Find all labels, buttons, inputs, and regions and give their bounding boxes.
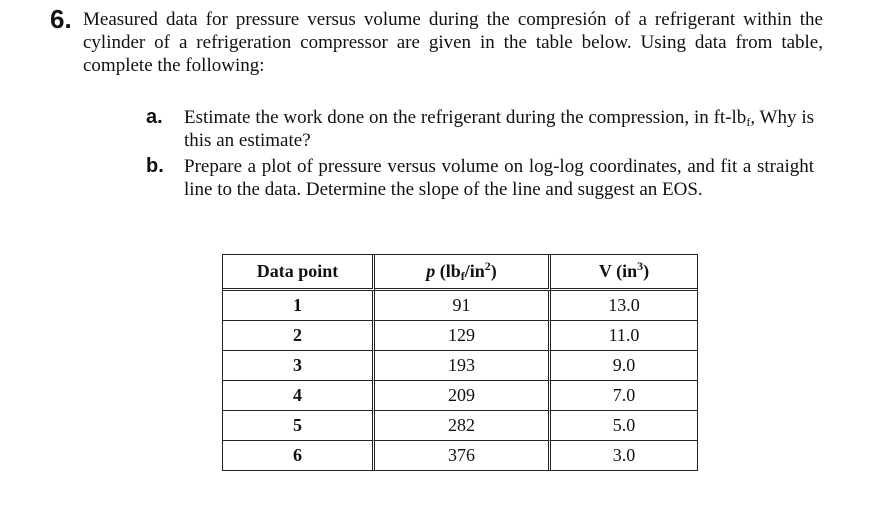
cell-pressure: 129 [375,321,551,351]
header-pressure-unit-c: ) [490,261,497,281]
part-a-text [184,106,814,152]
cell-volume: 7.0 [551,381,697,411]
cell-volume: 5.0 [551,411,697,441]
cell-pressure: 193 [375,351,551,381]
cell-volume: 13.0 [551,291,697,321]
table-row [223,351,697,381]
header-data-point: Data point [223,255,375,291]
cell-point: 5 [223,411,375,441]
problem-intro: Measured data for pressure versus volume during the compresión of a refrigerant within the cylinder of a refrigeration compressor are given in the table below. Using data from table, complete the following: [83,9,823,76]
header-pressure-sub: f [460,269,465,283]
header-volume-sup: 3 [637,259,644,273]
cell-volume: 11.0 [551,321,697,351]
table-header-row [223,255,697,291]
part-a-text-end: , Why is this an estimate? [184,107,814,151]
header-volume-b: ) [643,261,650,281]
cell-point: 1 [223,291,375,321]
table-row [223,291,697,321]
cell-point: 6 [223,441,375,470]
cell-point: 3 [223,351,375,381]
table-row [223,321,697,351]
data-table [222,254,698,471]
cell-pressure: 91 [375,291,551,321]
part-b-text: Prepare a plot of pressure versus volume on log-log coordinates, and fit a straight line to the data. Determine the slope of the line and suggest an EOS. [184,156,814,200]
header-pressure-unit-b: /in [464,261,485,281]
problem-number: 6. [50,4,72,34]
cell-point: 4 [223,381,375,411]
table-row [223,441,697,470]
cell-pressure: 376 [375,441,551,470]
part-a-text-main: Estimate the work done on the refrigerant during the compression, in ft-lb [184,107,747,128]
header-volume-a: V (in [598,261,638,281]
header-volume [551,255,697,291]
header-pressure-symbol: p [426,261,436,281]
header-pressure-unit-a: (lb [435,261,461,281]
cell-pressure: 282 [375,411,551,441]
part-a-letter: a. [146,106,163,128]
part-a-subscript: f [746,115,751,129]
table-row [223,411,697,441]
cell-pressure: 209 [375,381,551,411]
cell-point: 2 [223,321,375,351]
header-pressure-sup: 2 [484,259,491,273]
table-row [223,381,697,411]
cell-volume: 9.0 [551,351,697,381]
cell-volume: 3.0 [612,445,636,465]
part-b-letter: b. [146,155,164,177]
header-pressure [375,255,551,291]
